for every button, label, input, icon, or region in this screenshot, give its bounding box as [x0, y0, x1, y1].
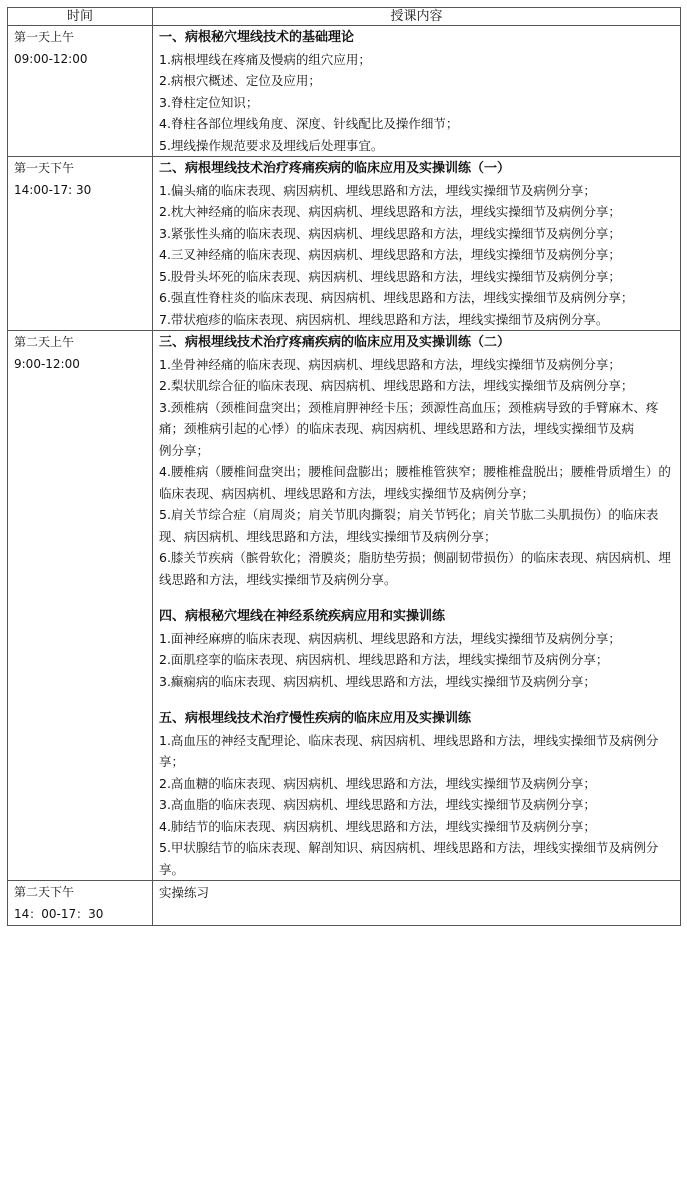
list-item: 2.面肌痉挛的临床表现、病因病机、埋线思路和方法，埋线实操细节及病例分享； [159, 652, 609, 667]
table-row [8, 331, 681, 881]
list-item: 1.面神经麻痹的临床表现、病因病机、埋线思路和方法，埋线实操细节及病例分享； [159, 630, 621, 646]
table-row [8, 26, 681, 157]
list-item: 3.紧张性头痛的临床表现、病因病机、埋线思路和方法，埋线实操细节及病例分享； [159, 225, 621, 241]
list-item: 实操练习 [159, 885, 210, 900]
list-item: 3.脊柱定位知识； [159, 94, 259, 110]
list-item: 1.偏头痛的临床表现、病因病机、埋线思路和方法，埋线实操细节及病例分享； [159, 182, 596, 198]
time-cell [8, 26, 153, 157]
content-cell [153, 157, 681, 331]
session-day: 第二天上午 [14, 335, 75, 349]
content-cell [153, 26, 681, 157]
list-item: 2.梨状肌综合征的临床表现、病因病机、埋线思路和方法，埋线实操细节及病例分享； [159, 378, 634, 393]
section-title: 二、病根埋线技术治疗疼痛疾病的临床应用及实操训练（一） [159, 161, 511, 176]
list-item: 例分享； [159, 442, 210, 458]
session-hours: 14:00-17: 30 [14, 183, 92, 197]
content-cell [153, 881, 681, 926]
list-item: 1.坐骨神经痛的临床表现、病因病机、埋线思路和方法，埋线实操细节及病例分享； [159, 356, 621, 372]
schedule-table [7, 7, 681, 926]
list-item: 4.腰椎病（腰椎间盘突出；腰椎间盘膨出；腰椎椎管狭窄；腰椎椎盘脱出；腰椎骨质增生）的临床表现、病因病机、埋线思路和方法，埋线实操细节及病例分享； [159, 464, 671, 501]
list-item: 5.肩关节综合症（肩周炎；肩关节肌肉撕裂；肩关节钙化；肩关节肱二头肌损伤）的临床表现、病因病机、埋线思路和方法，埋线实操细节及病例分享； [159, 507, 659, 544]
session-hours: 09:00-12:00 [14, 52, 88, 66]
session-day: 第一天下午 [14, 161, 75, 175]
session-hours: 9:00-12:00 [14, 357, 80, 371]
time-cell [8, 157, 153, 331]
list-item: 5.甲状腺结节的临床表现、解剖知识、病因病机、埋线思路和方法，埋线实操细节及病例分享。 [159, 840, 659, 877]
section-title: 四、病根秘穴埋线在神经系统疾病应用和实操训练 [159, 609, 446, 624]
content-cell [153, 331, 681, 881]
table-header-row [8, 8, 681, 26]
list-item: 1.病根埋线在疼痛及慢病的组穴应用； [159, 51, 371, 67]
header-content: 授课内容 [153, 8, 681, 26]
list-item: 4.肺结节的临床表现、病因病机、埋线思路和方法，埋线实操细节及病例分享； [159, 818, 596, 834]
section-title: 三、病根埋线技术治疗疼痛疾病的临床应用及实操训练（二） [159, 335, 511, 350]
section-title: 一、病根秘穴埋线技术的基础理论 [159, 30, 355, 45]
section-gap [159, 692, 676, 708]
schedule-document [7, 7, 680, 926]
schedule-body [8, 26, 681, 926]
session-hours: 14：00-17：30 [14, 907, 104, 921]
time-cell [8, 881, 153, 926]
section-title: 五、病根埋线技术治疗慢性疾病的临床应用及实操训练 [159, 711, 472, 726]
list-item: 5.埋线操作规范要求及埋线后处理事宜。 [159, 137, 384, 153]
list-item: 4.三叉神经痛的临床表现、病因病机、埋线思路和方法，埋线实操细节及病例分享； [159, 247, 621, 262]
list-item: 3.癫痫病的临床表现、病因病机、埋线思路和方法，埋线实操细节及病例分享； [159, 673, 596, 689]
list-item: 6.膝关节疾病（髌骨软化；滑膜炎；脂肪垫劳损；侧副韧带损伤）的临床表现、病因病机、埋线思路和方法，埋线实操细节及病例分享。 [159, 550, 671, 587]
session-day: 第一天上午 [14, 30, 75, 44]
list-item: 6.强直性脊柱炎的临床表现、病因病机、埋线思路和方法，埋线实操细节及病例分享； [159, 290, 634, 305]
list-item: 7.带状疱疹的临床表现、病因病机、埋线思路和方法，埋线实操细节及病例分享。 [159, 311, 609, 327]
time-cell [8, 331, 153, 881]
section-gap [159, 590, 676, 606]
list-item: 2.病根穴概述、定位及应用； [159, 73, 321, 88]
list-item: 4.脊柱各部位埋线角度、深度、针线配比及操作细节； [159, 116, 459, 131]
session-day: 第二天下午 [14, 885, 75, 899]
table-row [8, 157, 681, 331]
list-item: 2.高血糖的临床表现、病因病机、埋线思路和方法，埋线实操细节及病例分享； [159, 775, 596, 791]
list-item: 3.高血脂的临床表现、病因病机、埋线思路和方法，埋线实操细节及病例分享； [159, 797, 596, 812]
header-time: 时间 [8, 8, 153, 26]
list-item: 1.高血压的神经支配理论、临床表现、病因病机、埋线思路和方法，埋线实操细节及病例分享； [159, 732, 659, 769]
list-item: 3.颈椎病（颈椎间盘突出；颈椎肩胛神经卡压；颈源性高血压；颈椎病导致的手臂麻木、疼痛；颈椎病引起的心悸）的临床表现、病因病机、埋线思路和方法，埋线实操细节及病 [159, 399, 659, 436]
table-row [8, 881, 681, 926]
list-item: 5.股骨头坏死的临床表现、病因病机、埋线思路和方法，埋线实操细节及病例分享； [159, 268, 621, 284]
list-item: 2.枕大神经痛的临床表现、病因病机、埋线思路和方法，埋线实操细节及病例分享； [159, 204, 621, 219]
